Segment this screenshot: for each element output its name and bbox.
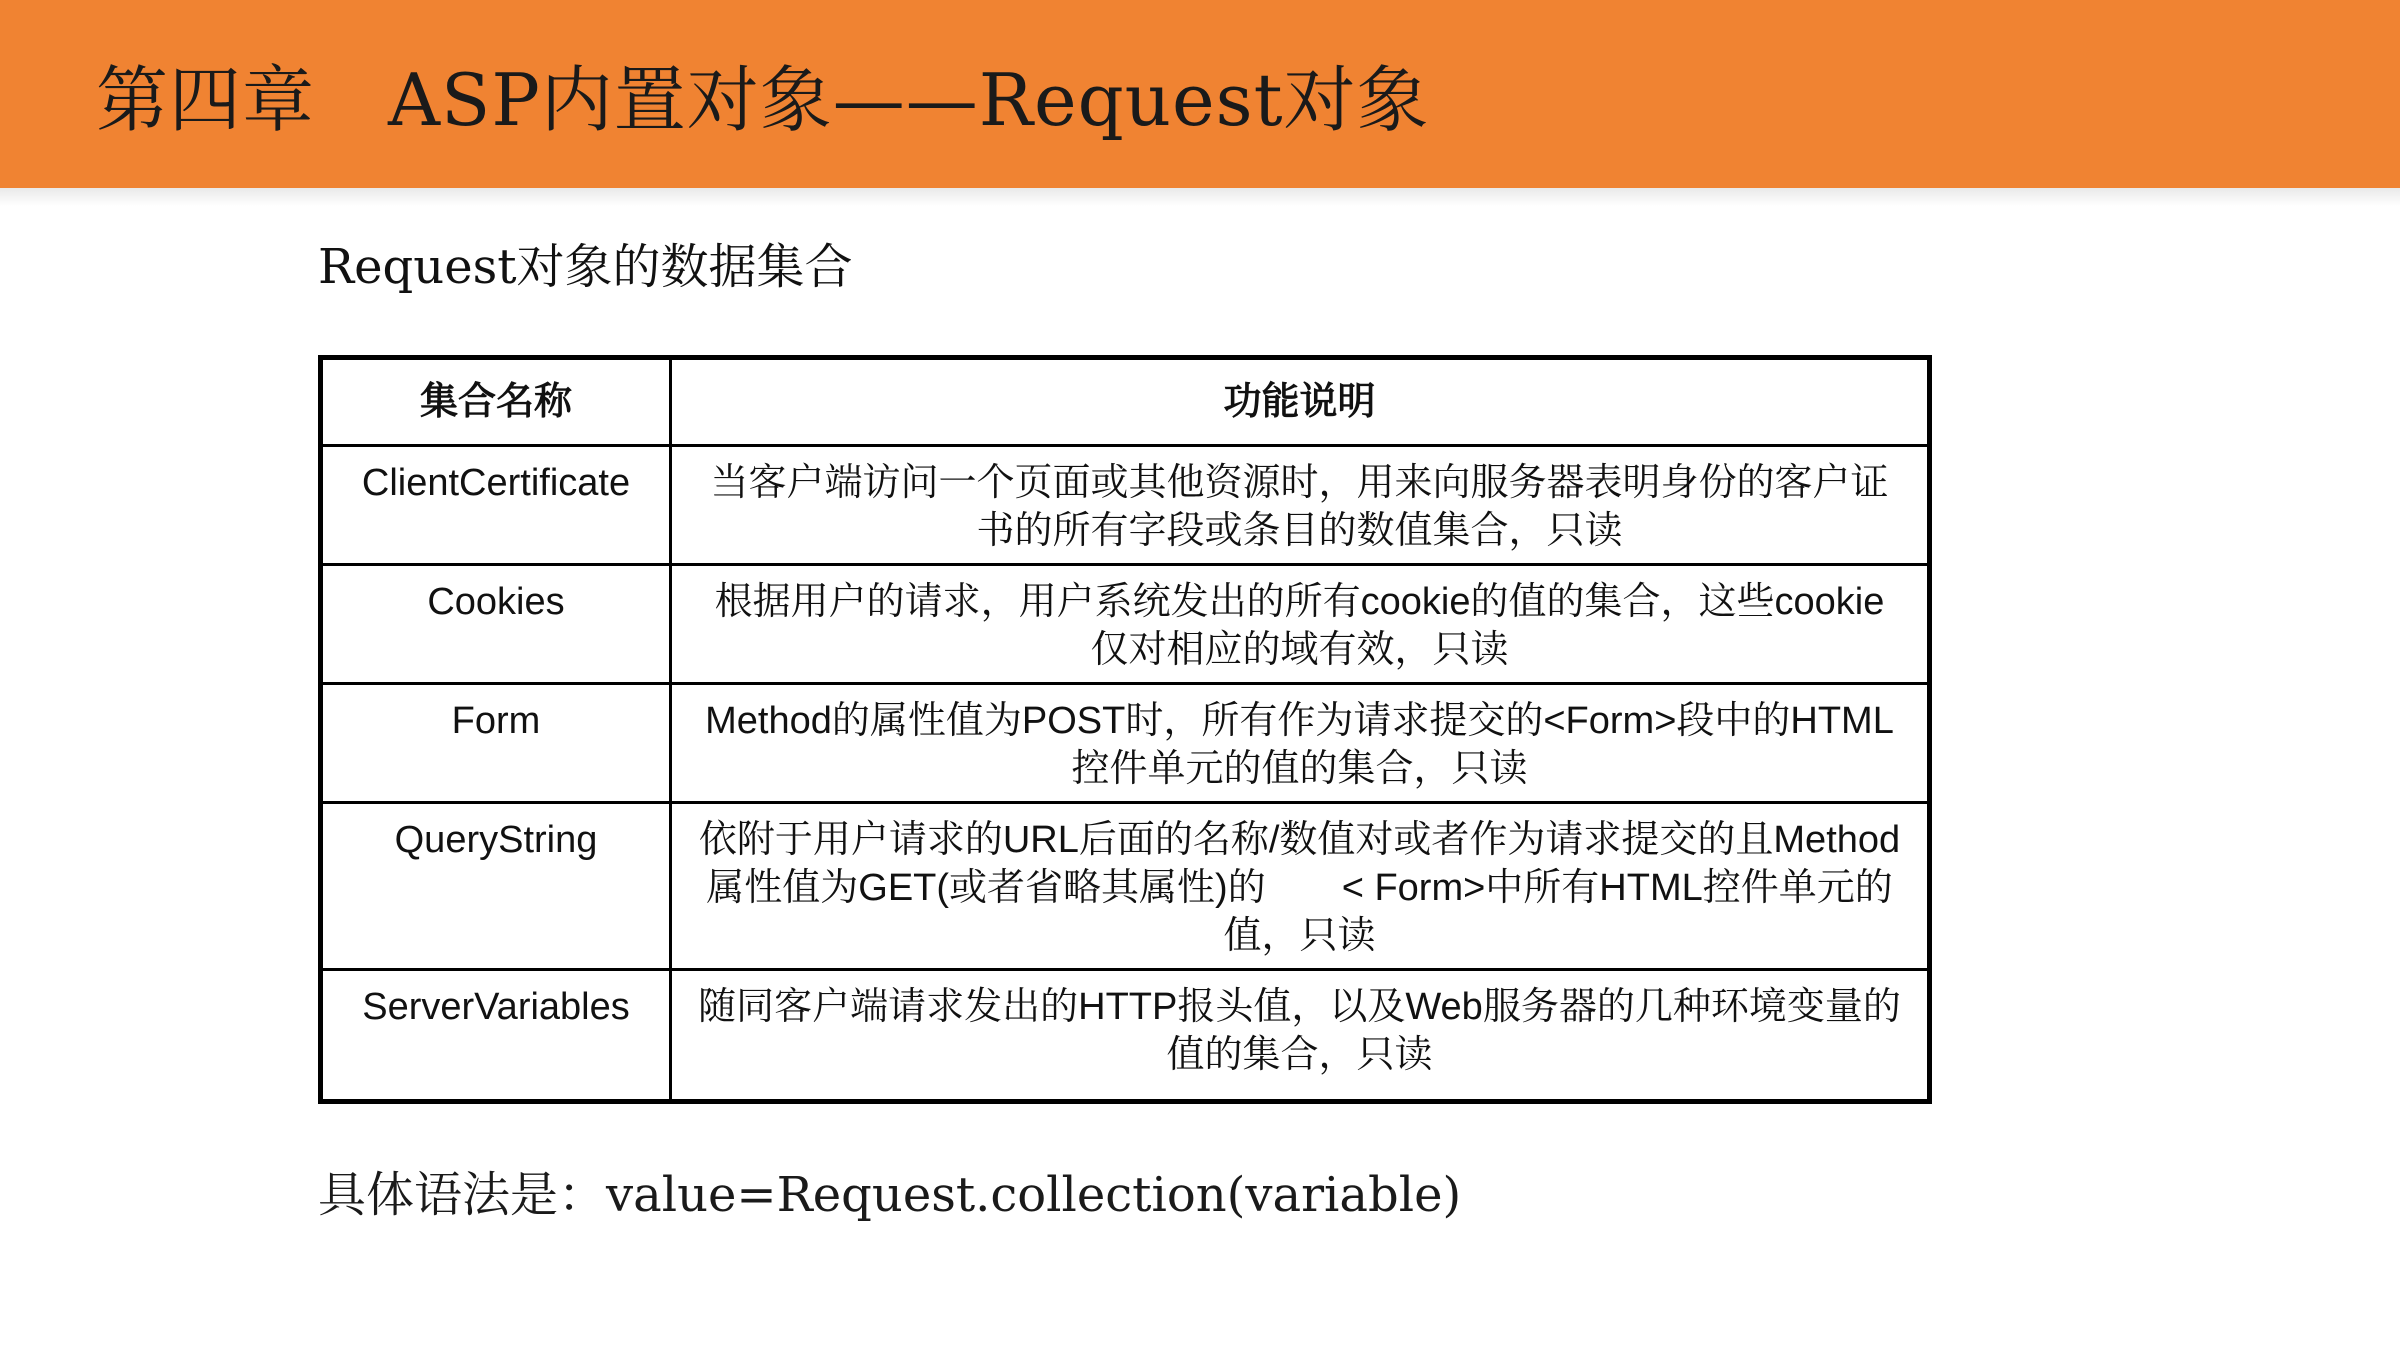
collections-table xyxy=(318,355,1932,1104)
collection-description: 当客户端访问一个页面或其他资源时，用来向服务器表明身份的客户证书的所有字段或条目的数值集合，只读 xyxy=(671,446,1930,565)
column-header-description: 功能说明 xyxy=(671,358,1930,446)
page-title: 第四章 ASP内置对象——Request对象 xyxy=(96,58,1430,142)
collection-description: Method的属性值为POST时，所有作为请求提交的<Form>段中的HTML控件单元的值的集合，只读 xyxy=(671,684,1930,803)
table-header-row xyxy=(321,358,1930,446)
collection-name: QueryString xyxy=(321,803,671,970)
table-row xyxy=(321,684,1930,803)
table-row xyxy=(321,970,1930,1102)
collection-name: Form xyxy=(321,684,671,803)
section-heading: Request对象的数据集合 xyxy=(318,239,853,295)
collection-name: ServerVariables xyxy=(321,970,671,1102)
collection-description: 依附于用户请求的URL后面的名称/数值对或者作为请求提交的且Method属性值为GET(或者省略其属性)的 < Form>中所有HTML控件单元的值，只读 xyxy=(671,803,1930,970)
collection-name: Cookies xyxy=(321,565,671,684)
header-divider xyxy=(0,188,2400,206)
collection-description: 随同客户端请求发出的HTTP报头值，以及Web服务器的几种环境变量的值的集合，只读 xyxy=(671,970,1930,1102)
table-row xyxy=(321,803,1930,970)
table-row xyxy=(321,565,1930,684)
syntax-line: 具体语法是：value=Request.collection(variable) xyxy=(318,1167,1462,1223)
collection-name: ClientCertificate xyxy=(321,446,671,565)
table-row xyxy=(321,446,1930,565)
column-header-name: 集合名称 xyxy=(321,358,671,446)
collection-description: 根据用户的请求，用户系统发出的所有cookie的值的集合，这些cookie仅对相应的域有效，只读 xyxy=(671,565,1930,684)
